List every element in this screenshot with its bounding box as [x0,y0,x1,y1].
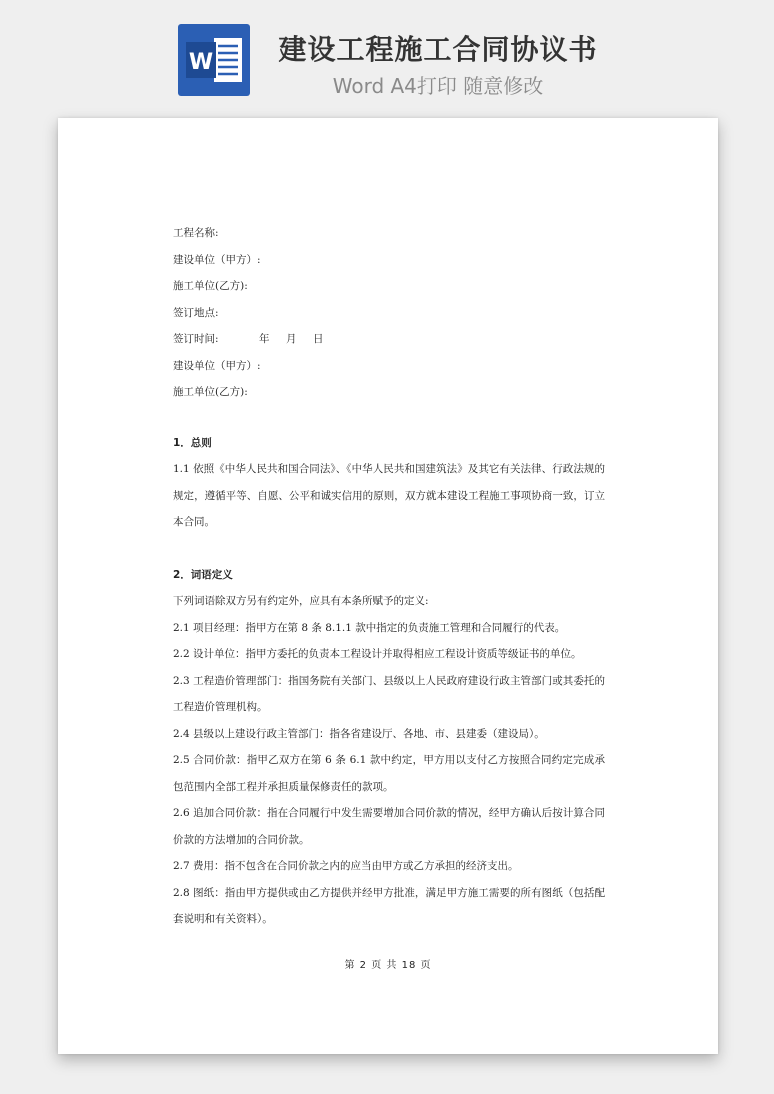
word-document-icon [178,24,250,96]
field-party-a: 建设单位（甲方）: [173,359,261,372]
banner-title: 建设工程施工合同协议书 [278,33,598,66]
field-project-name: 工程名称: [173,227,219,239]
section-2-5-text: 2.5 合同价款：指甲乙双方在第 6 条 6.1 款中约定，甲方用以支付乙方按照合同约定完成承包范围内全部工程并承担质量保修责任的款项。 [173,754,605,793]
section-2-6-text: 2.6 追加合同价款：指在合同履行中发生需要增加合同价款的情况，经甲方确认后按计算合同价款的方法增加的合同价款。 [173,807,605,846]
section-2-4-text: 2.4 县级以上建设行政主管部门：指各省建设厅、各地、市、县建委（建设局）。 [173,727,545,740]
document-body [173,220,605,933]
logo-letter: W [188,50,214,75]
field-contractor-unit: 施工单位(乙方): [173,280,248,292]
page-number-footer: 第 2 页 共 18 页 [344,960,432,971]
section-2-intro: 下列词语除双方另有约定外，应具有本条所赋予的定义: [173,595,429,607]
banner [0,0,774,118]
field-party-b: 施工单位(乙方): [173,386,248,398]
banner-subtitle: Word A4打印 随意修改 [332,74,544,98]
section-2-3-text: 2.3 工程造价管理部门：指国务院有关部门、县级以上人民政府建设行政主管部门或其委托的工程造价管理机构。 [173,674,605,713]
sign-date-label: 签订时间: [173,333,219,345]
document-page [58,118,718,1054]
field-client-unit: 建设单位（甲方）: [173,253,261,266]
field-sign-location: 签订地点: [173,306,219,319]
section-2-1-text: 2.1 项目经理：指甲方在第 8 条 8.1.1 款中指定的负责施工管理和合同履行的代表。 [173,621,566,634]
section-2-heading: 2．词语定义 [173,568,233,581]
field-sign-date [173,326,605,353]
section-2-2-text: 2.2 设计单位：指甲方委托的负责本工程设计并取得相应工程设计资质等级证书的单位。 [173,648,582,660]
section-1-1-text: 1.1 依照《中华人民共和国合同法》、《中华人民共和国建筑法》及其它有关法律、行政法规的规定，遵循平等、自愿、公平和诚实信用的原则，双方就本建设工程施工事项协商一致，订立本合同。 [173,463,605,528]
sign-date-year: 年 [259,333,270,345]
sign-date-day: 日 [313,333,324,345]
section-1-heading: 1．总则 [173,436,212,449]
section-2-8-text: 2.8 图纸：指由甲方提供或由乙方提供并经甲方批准，满足甲方施工需要的所有图纸（包括配套说明和有关资料）。 [173,886,605,925]
sign-date-month: 月 [286,333,297,345]
section-2-7-text: 2.7 费用：指不包含在合同价款之内的应当由甲方或乙方承担的经济支出。 [173,860,519,872]
